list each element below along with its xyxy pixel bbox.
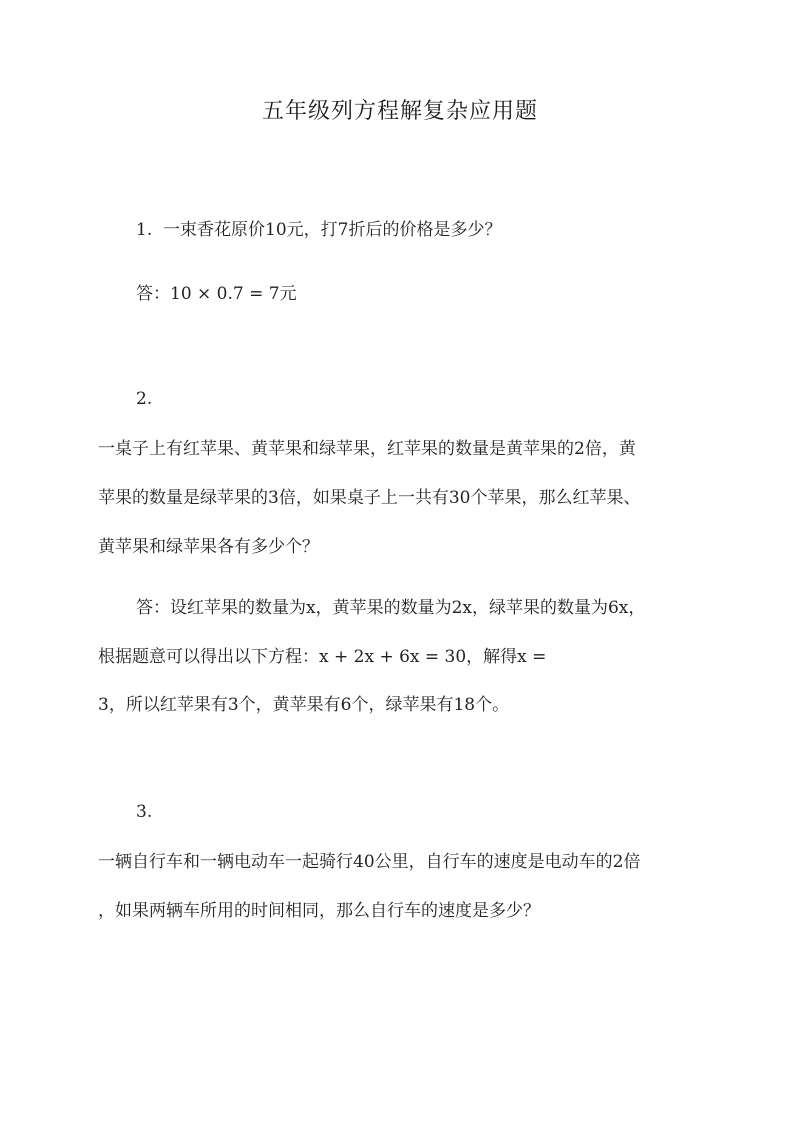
problem-2-question-line-1: 一桌子上有红苹果、黄苹果和绿苹果，红苹果的数量是黄苹果的2倍，黄 bbox=[98, 439, 636, 459]
problem-1-question-line: 一束香花原价10元，打7折后的价格是多少？ bbox=[163, 220, 502, 240]
problem-2-question-line-2: 苹果的数量是绿苹果的3倍，如果桌子上一共有30个苹果，那么红苹果、 bbox=[98, 488, 641, 508]
problem-2-answer-line-3: 3，所以红苹果有3个，黄苹果有6个，绿苹果有18个。 bbox=[98, 695, 510, 715]
problem-2-answer-line-1: 答：设红苹果的数量为x，黄苹果的数量为2x，绿苹果的数量为6x， bbox=[136, 598, 646, 618]
problem-1-answer: 答：10 × 0.7 = 7元 bbox=[136, 284, 297, 304]
problem-3-number: 3. bbox=[136, 802, 153, 822]
page-title: 五年级列方程解复杂应用题 bbox=[261, 99, 538, 124]
problem-3-question-line-1: 一辆自行车和一辆电动车一起骑行40公里，自行车的速度是电动车的2倍 bbox=[98, 852, 641, 872]
problem-2-number: 2. bbox=[136, 389, 153, 409]
problem-2-question-line-3: 黄苹果和绿苹果各有多少个？ bbox=[98, 537, 319, 557]
problem-2-answer-line-2: 根据题意可以得出以下方程：x + 2x + 6x = 30，解得x = bbox=[98, 647, 547, 667]
problem-1-number: 1. bbox=[136, 220, 153, 240]
problem-3-question-line-2: ，如果两辆车所用的时间相同，那么自行车的速度是多少？ bbox=[98, 901, 540, 921]
problem-1-question bbox=[136, 218, 502, 242]
